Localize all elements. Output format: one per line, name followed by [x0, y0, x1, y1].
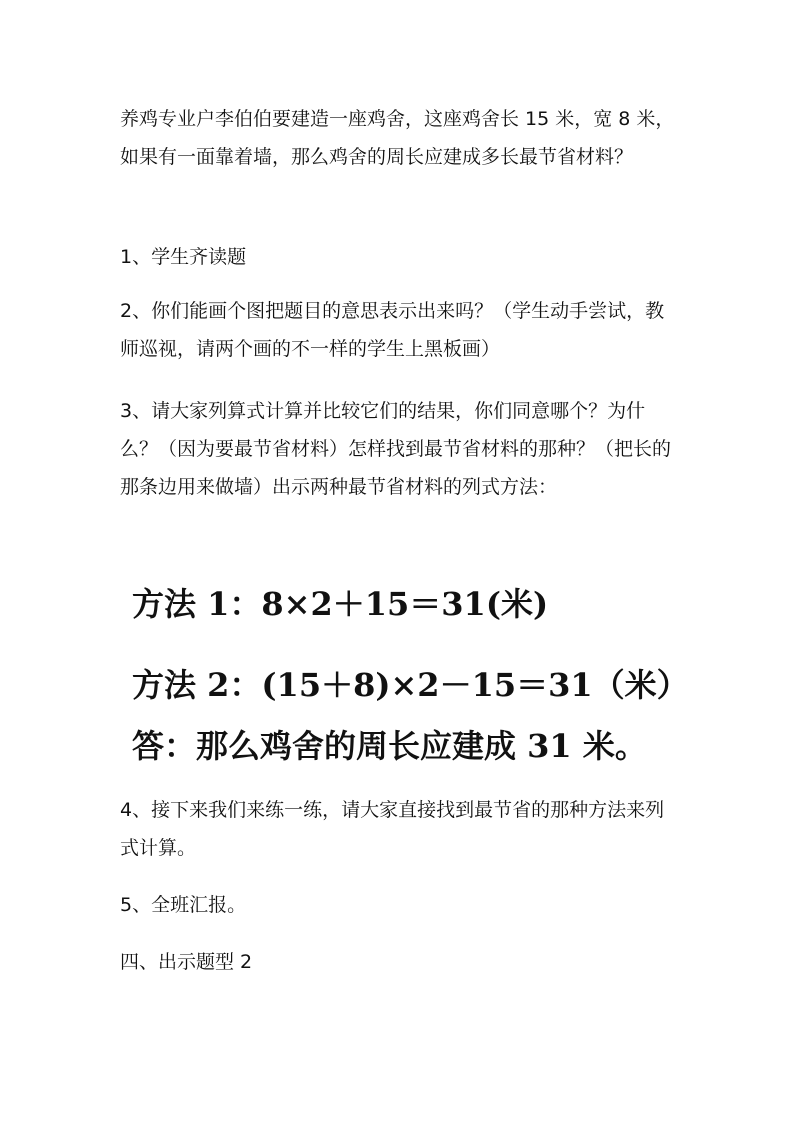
step-3: 3、请大家列算式计算并比较它们的结果，你们同意哪个？为什么？（因为要最节省材料）怎样找到最节省材料的那种？（把长的那条边用来做墙）出示两种最节省材料的列式方法： [120, 400, 672, 498]
step-1: 1、学生齐读题 [120, 246, 247, 268]
answer: 答：那么鸡舍的周长应建成 31 米。 [132, 727, 647, 765]
step-4: 4、接下来我们来练一练，请大家直接找到最节省的那种方法来列式计算。 [120, 799, 665, 859]
method-1: 方法 1：8×2＋15＝31(米) [132, 585, 549, 623]
section-four-heading: 四、出示题型 2 [120, 951, 253, 973]
method-2: 方法 2：(15＋8)×2－15＝31（米） [132, 666, 689, 704]
step-5: 5、全班汇报。 [120, 894, 247, 916]
problem-paragraph: 养鸡专业户李伯伯要建造一座鸡舍，这座鸡舍长 15 米，宽 8 米，如果有一面靠着墙，那么鸡舍的周长应建成多长最节省材料？ [120, 108, 675, 168]
step-2: 2、你们能画个图把题目的意思表示出来吗？（学生动手尝试，教师巡视，请两个画的不一样的学生上黑板画） [120, 300, 665, 360]
